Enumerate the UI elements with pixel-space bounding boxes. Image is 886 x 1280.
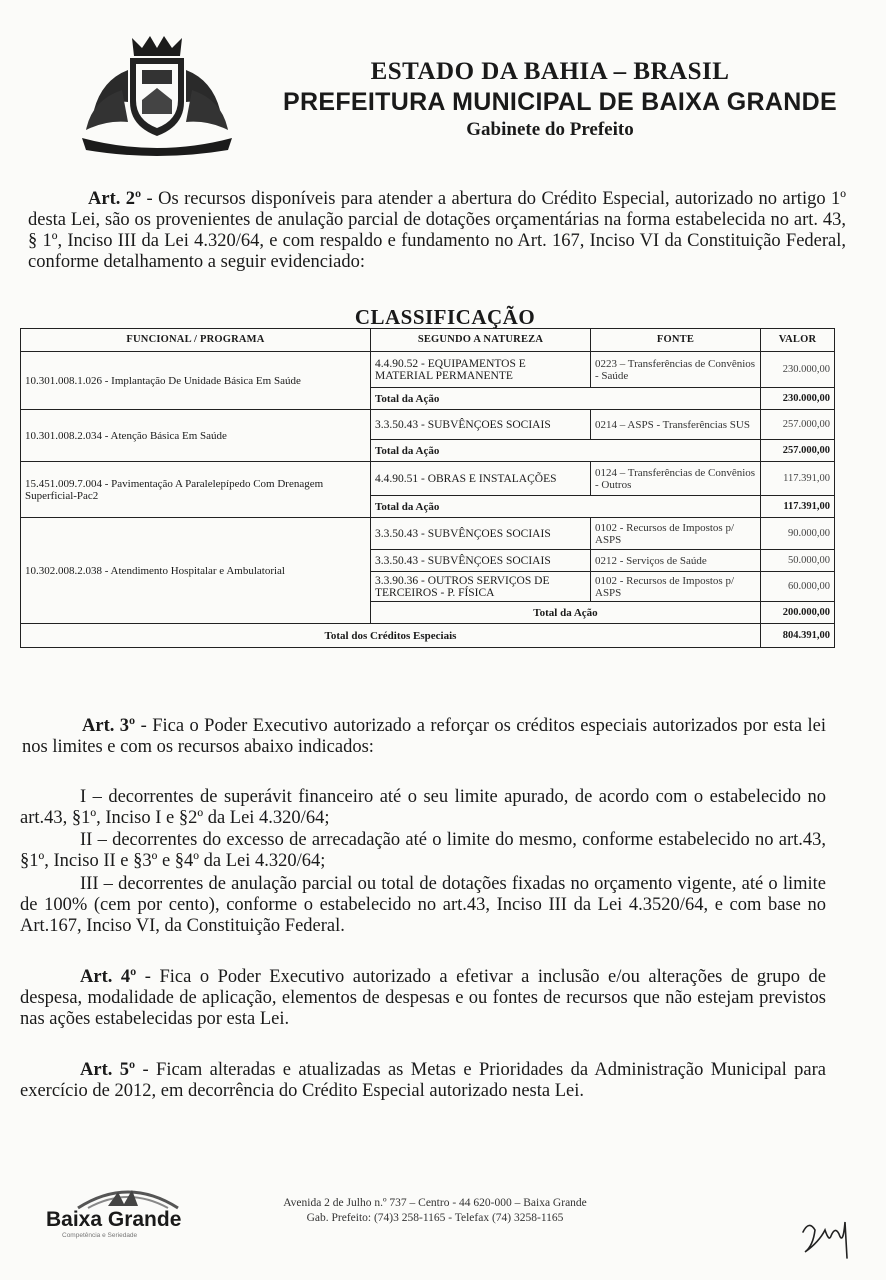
handwritten-signature	[795, 1212, 865, 1262]
municipality-title: PREFEITURA MUNICIPAL DE BAIXA GRANDE	[283, 88, 837, 116]
table-row	[21, 410, 835, 440]
valor-cell: 90.000,00	[761, 518, 835, 550]
valor-cell: 60.000,00	[761, 572, 835, 602]
article-4-label: Art. 4º	[80, 967, 137, 987]
total-value: 200.000,00	[761, 602, 835, 624]
article-5-paragraph	[20, 1060, 826, 1102]
fonte-cell: 0102 - Recursos de Impostos p/ ASPS	[591, 518, 761, 550]
article-2-paragraph	[28, 189, 846, 273]
program-cell: 10.301.008.2.034 - Atenção Básica Em Saúde	[21, 410, 371, 462]
valor-cell: 230.000,00	[761, 352, 835, 388]
natureza-cell: 3.3.50.43 - SUBVÊNÇOES SOCIAIS	[371, 518, 591, 550]
table-header-row	[21, 329, 835, 352]
total-label: Total da Ação	[371, 496, 761, 518]
total-label: Total da Ação	[371, 388, 761, 410]
article-3-label: Art. 3º	[82, 716, 136, 736]
article-3-item-iii: III – decorrentes de anulação parcial ou total de dotações fixadas no orçamento vigente, até o limite de 100% (cem por cento), conforme o estabelecido no art.43, Inciso III da Lei 4.3520/64, e com base no Art.167, Inciso VI, da Constituição Federal.	[20, 874, 826, 936]
grand-total-value: 804.391,00	[761, 624, 835, 648]
baixa-grande-logo	[38, 1178, 218, 1240]
svg-text:Competência e Seriedade: Competência e Seriedade	[62, 1232, 138, 1239]
fonte-cell: 0212 - Serviços de Saúde	[591, 550, 761, 572]
grand-total-label: Total dos Créditos Especiais	[21, 624, 761, 648]
fonte-cell: 0214 – ASPS - Transferências SUS	[591, 410, 761, 440]
article-5-text: - Ficam alteradas e atualizadas as Metas e Prioridades da Administração Municipal para exercício de 2012, em decorrência do Crédito Especial autorizado nesta Lei.	[20, 1060, 826, 1101]
fonte-cell: 0102 - Recursos de Impostos p/ ASPS	[591, 572, 761, 602]
natureza-cell: 4.4.90.52 - EQUIPAMENTOS E MATERIAL PERMANENTE	[371, 352, 591, 388]
total-label: Total da Ação	[371, 440, 761, 462]
article-2-text: - Os recursos disponíveis para atender a abertura do Crédito Especial, autorizado no artigo 1º desta Lei, são os provenientes de anulação parcial de dotações orçamentárias na forma estabelecida no art. 43, § 1º, Inciso III da Lei 4.320/64, e com respaldo e fundamento no Art. 167, Inciso VI da Constituição Federal, conforme detalhamento a seguir evidenciado:	[28, 189, 846, 272]
fonte-cell: 0124 – Transferências de Convênios - Outros	[591, 462, 761, 496]
article-3-paragraph	[22, 716, 826, 758]
program-cell: 15.451.009.7.004 - Pavimentação A Paralelepípedo Com Drenagem Superficial-Pac2	[21, 462, 371, 518]
article-4-text: - Fica o Poder Executivo autorizado a efetivar a inclusão e/ou alterações de grupo de despesa, modalidade de aplicação, elementos de despesas e ou fontes de recursos que não estejam previstos nas ações estabelecidas por esta Lei.	[20, 967, 827, 1029]
natureza-cell: 4.4.90.51 - OBRAS E INSTALAÇÕES	[371, 462, 591, 496]
footer-address	[240, 1196, 630, 1226]
state-title: ESTADO DA BAHIA – BRASIL	[370, 58, 730, 85]
valor-cell: 257.000,00	[761, 410, 835, 440]
valor-cell: 50.000,00	[761, 550, 835, 572]
total-value: 257.000,00	[761, 440, 835, 462]
address-line-1: Avenida 2 de Julho n.º 737 – Centro - 44 620-000 – Baixa Grande	[283, 1197, 587, 1209]
natureza-cell: 3.3.90.36 - OUTROS SERVIÇOS DE TERCEIROS - P. FÍSICA	[371, 572, 591, 602]
total-label: Total da Ação	[371, 602, 761, 624]
office-subtitle: Gabinete do Prefeito	[466, 119, 634, 140]
natureza-cell: 3.3.50.43 - SUBVÊNÇOES SOCIAIS	[371, 550, 591, 572]
coat-of-arms-emblem	[72, 30, 242, 160]
total-value: 117.391,00	[761, 496, 835, 518]
table-row	[21, 518, 835, 550]
valor-cell: 117.391,00	[761, 462, 835, 496]
article-5-label: Art. 5º	[80, 1060, 136, 1080]
table-row	[21, 352, 835, 388]
article-3-item-i: I – decorrentes de superávit financeiro até o seu limite apurado, de acordo com o estabelecido no art.43, §1º, Inciso I e §2º da Lei 4.320/64;	[20, 787, 826, 828]
article-3-item-ii: II – decorrentes do excesso de arrecadação até o limite do mesmo, conforme estabelecido no art.43, §1º, Inciso II e §3º e §4º da Lei 4.320/64;	[20, 830, 826, 871]
header-funcional: FUNCIONAL / PROGRAMA	[21, 329, 371, 352]
svg-text:Baixa Grande: Baixa Grande	[46, 1208, 182, 1231]
header-valor: VALOR	[761, 329, 835, 352]
total-value: 230.000,00	[761, 388, 835, 410]
natureza-cell: 3.3.50.43 - SUBVÊNÇOES SOCIAIS	[371, 410, 591, 440]
article-3-text: - Fica o Poder Executivo autorizado a reforçar os créditos especiais autorizados por esta lei nos limites e com os recursos abaixo indicados:	[22, 716, 826, 757]
article-2-label: Art. 2º	[88, 189, 142, 209]
address-line-2: Gab. Prefeito: (74)3 258-1165 - Telefax (74) 3258-1165	[306, 1212, 564, 1224]
header-fonte: FONTE	[591, 329, 761, 352]
program-cell: 10.301.008.1.026 - Implantação De Unidade Básica Em Saúde	[21, 352, 371, 410]
grand-total-row	[21, 624, 835, 648]
classification-table	[20, 328, 835, 648]
article-4-paragraph	[20, 967, 826, 1030]
table-row	[21, 462, 835, 496]
program-cell: 10.302.008.2.038 - Atendimento Hospitalar e Ambulatorial	[21, 518, 371, 624]
table-title: CLASSIFICAÇÃO	[354, 305, 536, 329]
fonte-cell: 0223 – Transferências de Convênios - Saúde	[591, 352, 761, 388]
header-natureza: SEGUNDO A NATUREZA	[371, 329, 591, 352]
